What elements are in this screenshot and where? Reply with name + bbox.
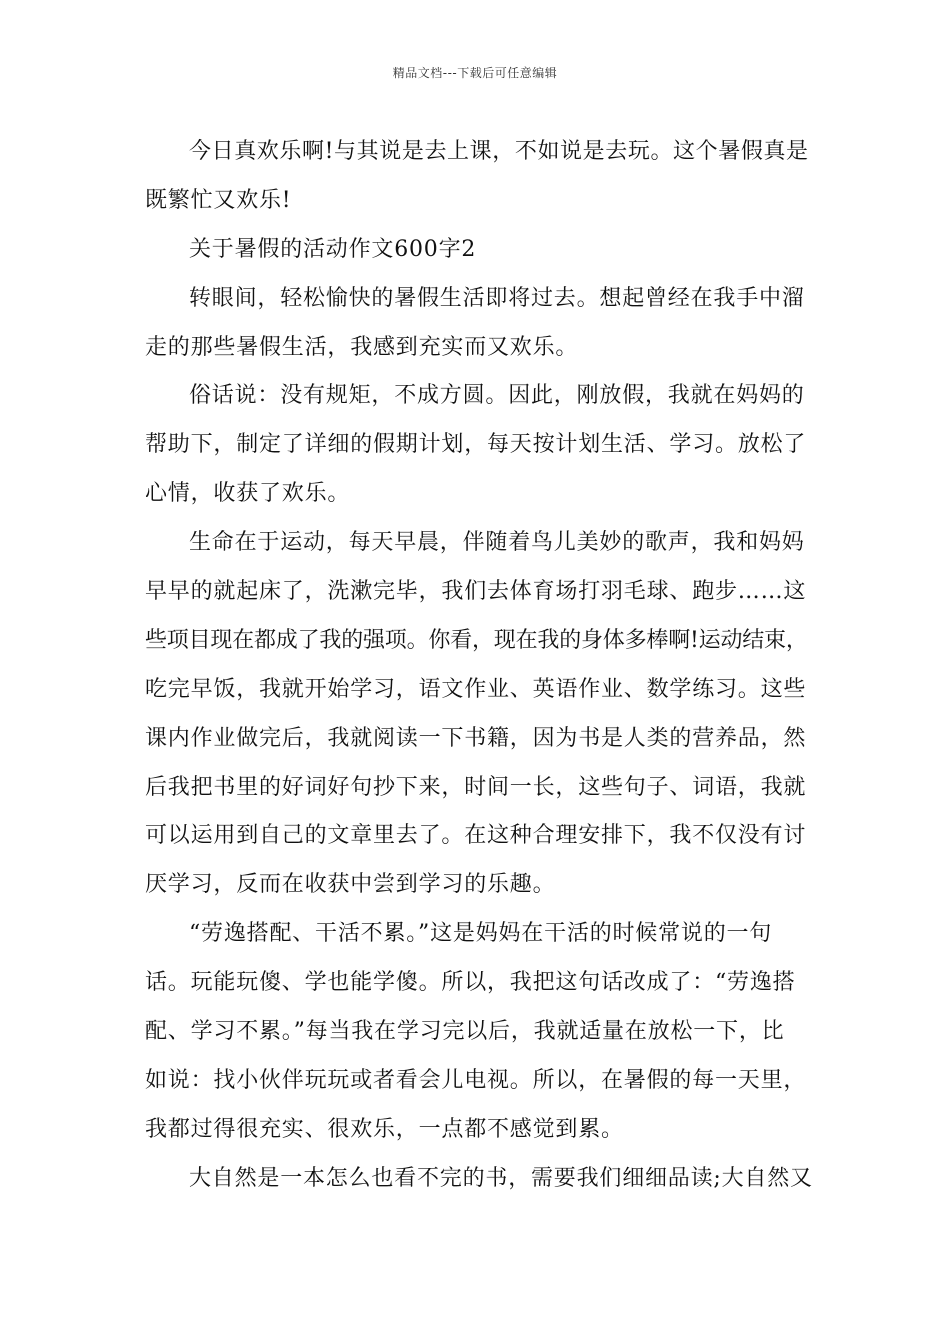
text-line: 大自然是一本怎么也看不完的书，需要我们细细品读;大自然又: [189, 1165, 813, 1191]
page-header: 精品文档---下载后可任意编辑: [392, 66, 558, 80]
text-line: 帮助下，制定了详细的假期计划，每天按计划生活、学习。放松了: [145, 432, 807, 458]
essay-body: [145, 132, 813, 1208]
text-line: 我都过得很充实、很欢乐，一点都不感觉到累。: [145, 1116, 624, 1142]
text-line: 如说：找小伙伴玩玩或者看会儿电视。所以，在暑假的每一天里，: [145, 1067, 807, 1093]
text-line: “劳逸搭配、干活不累。”这是妈妈在干活的时候常说的一句: [189, 921, 773, 947]
text-line: 吃完早饭，我就开始学习，语文作业、英语作业、数学练习。这些: [145, 676, 807, 702]
text-line: 俗话说：没有规矩，不成方圆。因此，刚放假，我就在妈妈的: [189, 383, 805, 409]
text-line: 后我把书里的好词好句抄下来，时间一长，这些句子、词语，我就: [145, 774, 807, 800]
text-line: 可以运用到自己的文章里去了。在这种合理安排下，我不仅没有讨: [145, 823, 807, 849]
text-line: 配、学习不累。”每当我在学习完以后，我就适量在放松一下，比: [145, 1019, 785, 1045]
text-line: 些项目现在都成了我的强项。你看，现在我的身体多棒啊!运动结束，: [145, 627, 808, 653]
text-line: 心情，收获了欢乐。: [145, 481, 351, 507]
text-line: 走的那些暑假生活，我感到充实而又欢乐。: [145, 334, 579, 360]
text-line: 生命在于运动，每天早晨，伴随着鸟儿美妙的歌声，我和妈妈: [189, 530, 805, 556]
text-line: 关于暑假的活动作文600字2: [189, 236, 477, 262]
text-line: 今日真欢乐啊!与其说是去上课，不如说是去玩。这个暑假真是: [189, 139, 809, 164]
text-line: 课内作业做完后，我就阅读一下书籍，因为书是人类的营养品，然: [145, 725, 807, 751]
text-line: 既繁忙又欢乐!: [145, 187, 292, 213]
text-line: 早早的就起床了，洗漱完毕，我们去体育场打羽毛球、跑步……这: [145, 579, 807, 605]
text-line: 厌学习，反而在收获中尝到学习的乐趣。: [145, 872, 556, 898]
text-line: 转眼间，轻松愉快的暑假生活即将过去。想起曾经在我手中溜: [189, 285, 805, 311]
text-line: 话。玩能玩傻、学也能学傻。所以，我把这句话改成了：“劳逸搭: [145, 970, 796, 996]
